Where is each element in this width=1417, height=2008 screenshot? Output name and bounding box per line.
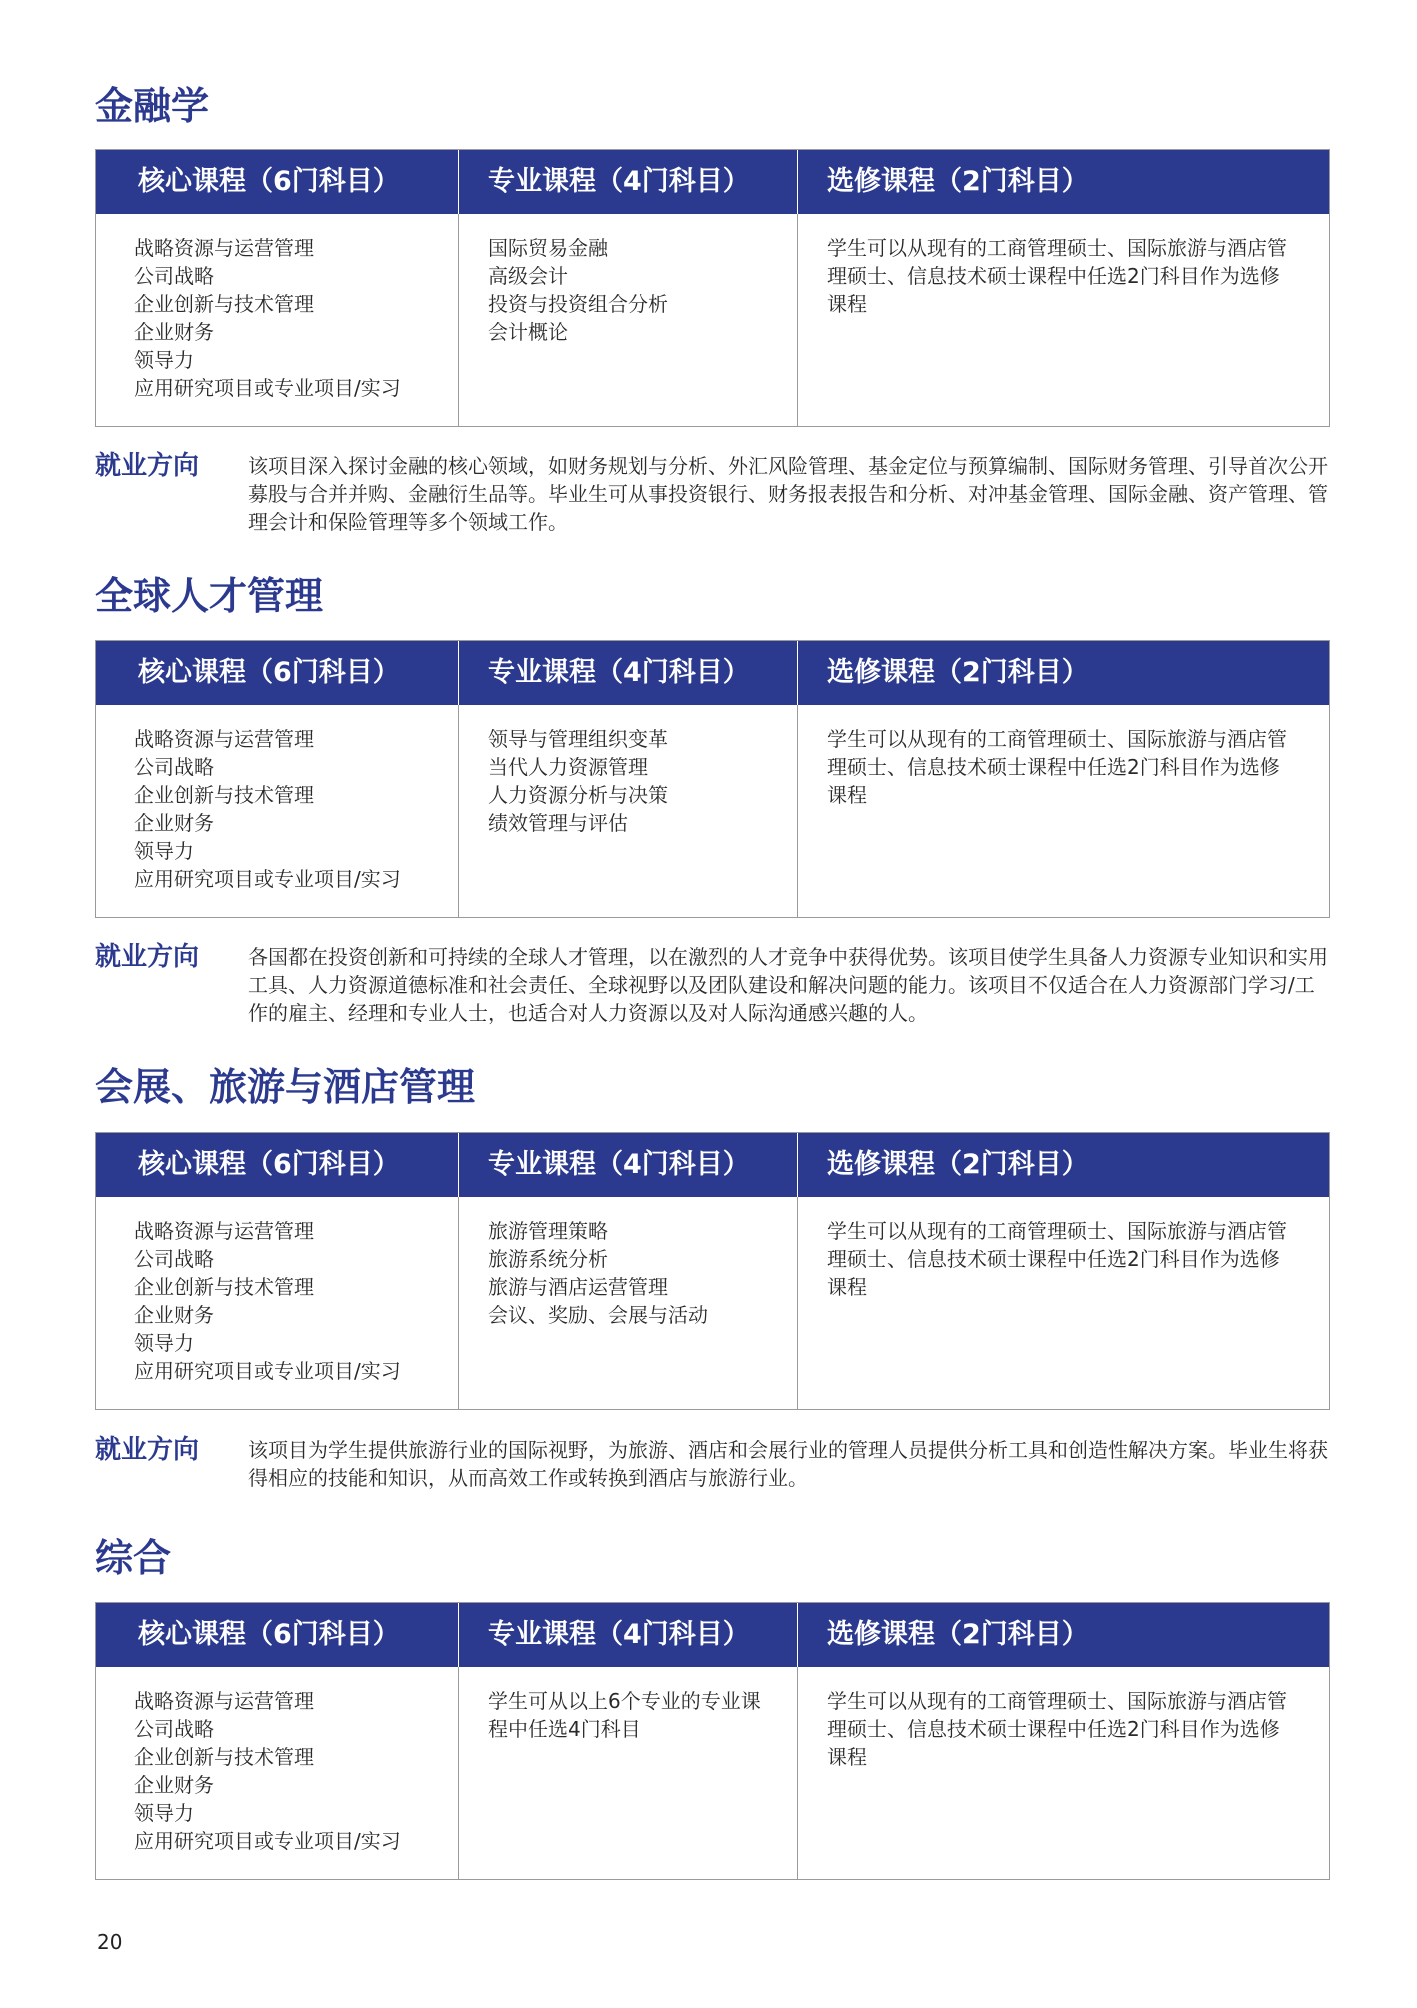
core-header: 核心课程（6门科目） [96,641,459,705]
list-item: 战略资源与运营管理 [134,1689,314,1713]
list-item: 绩效管理与评估 [488,811,628,835]
page-number: 20 [97,1930,123,1954]
core-courses [96,1197,459,1409]
course-table-tourism [95,1132,1330,1410]
list-item: 旅游系统分析 [488,1247,608,1271]
course-table-talent [95,640,1330,918]
list-item: 公司战略 [134,1247,214,1271]
list-item: 应用研究项目或专业项目/实习 [134,1359,401,1383]
list-item: 领导力 [134,348,194,372]
specialized-courses [459,214,798,426]
list-item: 公司战略 [134,1717,214,1741]
list-item: 当代人力资源管理 [488,755,648,779]
list-item: 会计概论 [488,320,568,344]
specialized-header: 专业课程（4门科目） [459,1603,798,1667]
elective-courses: 学生可以从现有的工商管理硕士、国际旅游与酒店管理硕士、信息技术硕士课程中任选2门科目作为选修课程 [827,236,1287,316]
section-title-tourism: 会展、旅游与酒店管理 [95,1065,476,1109]
core-header: 核心课程（6门科目） [96,150,459,214]
section-title-general: 综合 [95,1536,172,1580]
list-item: 旅游管理策略 [488,1219,608,1243]
list-item: 应用研究项目或专业项目/实习 [134,867,401,891]
elective-courses: 学生可以从现有的工商管理硕士、国际旅游与酒店管理硕士、信息技术硕士课程中任选2门科目作为选修课程 [827,1689,1287,1769]
table-header [96,641,1329,705]
list-item: 战略资源与运营管理 [134,1219,314,1243]
table-body [96,1197,1329,1409]
career-label: 就业方向 [95,451,200,481]
list-item: 公司战略 [134,264,214,288]
table-body [96,1667,1329,1879]
list-item: 战略资源与运营管理 [134,236,314,260]
career-direction-finance [95,450,1332,536]
list-item: 企业财务 [134,1303,214,1327]
career-label: 就业方向 [95,1435,200,1465]
list-item: 企业创新与技术管理 [134,292,314,316]
list-item: 企业财务 [134,811,214,835]
list-item: 领导力 [134,1331,194,1355]
career-direction-tourism [95,1434,1332,1492]
specialized-courses [459,705,798,917]
table-body [96,705,1329,917]
elective-courses: 学生可以从现有的工商管理硕士、国际旅游与酒店管理硕士、信息技术硕士课程中任选2门科目作为选修课程 [827,1219,1287,1299]
elective-header: 选修课程（2门科目） [827,166,1089,197]
list-item: 战略资源与运营管理 [134,727,314,751]
course-table-general [95,1602,1330,1880]
list-item: 企业创新与技术管理 [134,1275,314,1299]
core-courses [96,214,459,426]
specialized-header: 专业课程（4门科目） [459,150,798,214]
list-item: 领导力 [134,1801,194,1825]
career-text: 该项目深入探讨金融的核心领域，如财务规划与分析、外汇风险管理、基金定位与预算编制、国际财务管理、引导首次公开募股与合并并购、金融衍生品等。毕业生可从事投资银行、财务报表报告和分析、对冲基金管理、国际金融、资产管理、管理会计和保险管理等多个领域工作。 [248,454,1328,534]
list-item: 高级会计 [488,264,568,288]
list-item: 投资与投资组合分析 [488,292,668,316]
core-courses [96,705,459,917]
career-direction-talent [95,941,1332,1027]
list-item: 旅游与酒店运营管理 [488,1275,668,1299]
elective-header: 选修课程（2门科目） [827,657,1089,688]
specialized-header: 专业课程（4门科目） [459,641,798,705]
section-title-talent: 全球人才管理 [95,574,324,618]
list-item: 应用研究项目或专业项目/实习 [134,1829,401,1853]
list-item: 领导力 [134,839,194,863]
elective-header: 选修课程（2门科目） [827,1149,1089,1180]
section-title-finance: 金融学 [95,84,210,128]
list-item: 企业创新与技术管理 [134,1745,314,1769]
list-item: 公司战略 [134,755,214,779]
core-header: 核心课程（6门科目） [96,1603,459,1667]
career-text: 各国都在投资创新和可持续的全球人才管理，以在激烈的人才竞争中获得优势。该项目使学生具备人力资源专业知识和实用工具、人力资源道德标准和社会责任、全球视野以及团队建设和解决问题的能力。该项目不仅适合在人力资源部门学习/工作的雇主、经理和专业人士，也适合对人力资源以及对人际沟通感兴趣的人。 [248,945,1328,1025]
list-item: 企业创新与技术管理 [134,783,314,807]
list-item: 国际贸易金融 [488,236,608,260]
list-item: 人力资源分析与决策 [488,783,668,807]
career-text: 该项目为学生提供旅游行业的国际视野，为旅游、酒店和会展行业的管理人员提供分析工具和创造性解决方案。毕业生将获得相应的技能和知识，从而高效工作或转换到酒店与旅游行业。 [248,1438,1328,1490]
list-item: 应用研究项目或专业项目/实习 [134,376,401,400]
table-header [96,1603,1329,1667]
elective-courses: 学生可以从现有的工商管理硕士、国际旅游与酒店管理硕士、信息技术硕士课程中任选2门科目作为选修课程 [827,727,1287,807]
table-header [96,150,1329,214]
specialized-courses [459,1197,798,1409]
elective-header: 选修课程（2门科目） [827,1619,1089,1650]
list-item: 领导与管理组织变革 [488,727,668,751]
list-item: 企业财务 [134,320,214,344]
table-body [96,214,1329,426]
specialized-header: 专业课程（4门科目） [459,1133,798,1197]
core-header: 核心课程（6门科目） [96,1133,459,1197]
specialized-courses: 学生可从以上6个专业的专业课程中任选4门科目 [459,1667,798,1879]
career-label: 就业方向 [95,942,200,972]
course-table-finance [95,149,1330,427]
list-item: 会议、奖励、会展与活动 [488,1303,708,1327]
core-courses [96,1667,459,1879]
table-header [96,1133,1329,1197]
list-item: 企业财务 [134,1773,214,1797]
